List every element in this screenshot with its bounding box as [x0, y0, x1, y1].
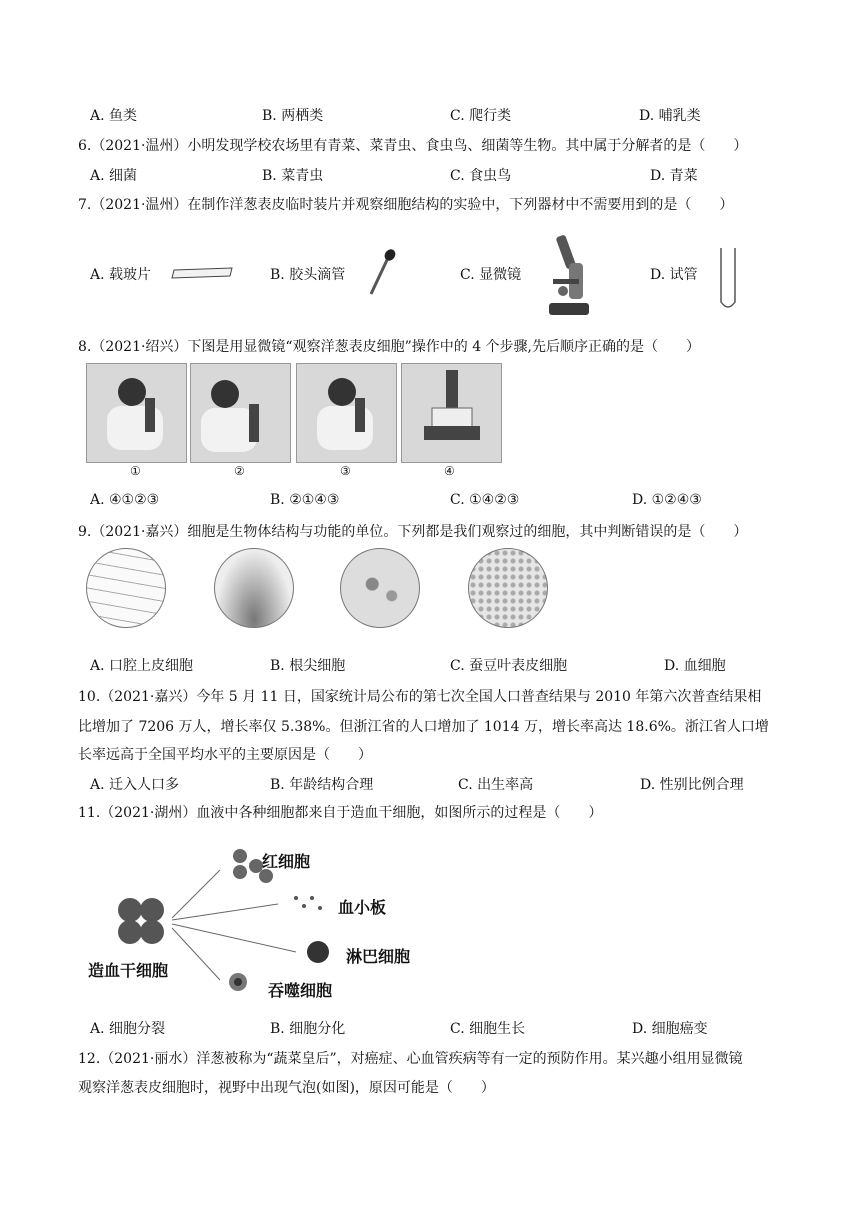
dropper-icon: [366, 248, 396, 298]
q11-option-a: A. 细胞分裂: [90, 1021, 166, 1037]
q10-option-b: B. 年龄结构合理: [270, 777, 374, 793]
q7-option-b: B. 胶头滴管: [270, 267, 346, 283]
q7-option-a: A. 载玻片: [90, 267, 152, 283]
q7-option-c: C. 显微镜: [460, 267, 522, 283]
platelet-label: 血小板: [338, 898, 387, 917]
q5-option-b: B. 两栖类: [262, 108, 324, 124]
q10-option-a: A. 迁入人口多: [90, 777, 180, 793]
q8-option-d: D. ①②④③: [632, 492, 702, 508]
step-photo-1: [86, 363, 187, 463]
q8-option-b: B. ②①④③: [270, 492, 340, 508]
q11-stem: 11.（2021·湖州）血液中各种细胞都来自于造血干细胞，如图所示的过程是（ ）: [78, 805, 603, 821]
q9-option-a: A. 口腔上皮细胞: [90, 658, 194, 674]
phagocyte-label: 吞噬细胞: [268, 981, 333, 1000]
q6-stem: 6.（2021·温州）小明发现学校农场里有青菜、菜青虫、食虫鸟、细菌等生物。其中属于分解者的是（ ）: [78, 138, 748, 154]
lymphocyte-label: 淋巴细胞: [346, 947, 411, 966]
step-caption-1: ①: [130, 464, 141, 478]
q8-option-a: A. ④①②③: [90, 492, 160, 508]
q9-option-c: C. 蚕豆叶表皮细胞: [450, 658, 568, 674]
cheek-cell-image: [86, 548, 166, 628]
blood-cell-image: [468, 548, 548, 628]
q9-stem: 9.（2021·嘉兴）细胞是生物体结构与功能的单位。下列都是我们观察过的细胞，其中判断错误的是（ ）: [78, 524, 748, 540]
q11-option-c: C. 细胞生长: [450, 1021, 526, 1037]
step-photo-4: [401, 363, 502, 463]
q10-stem-line-2: 比增加了 7206 万人，增长率仅 5.38%。但浙江省的人口增加了 1014 万，增长率高达 18.6%。浙江省人口增: [78, 719, 769, 735]
glass-slide-icon: [170, 266, 234, 280]
q5-option-c: C. 爬行类: [450, 108, 512, 124]
q9-option-d: D. 血细胞: [664, 658, 726, 674]
q9-option-b: B. 根尖细胞: [270, 658, 346, 674]
red-blood-cell-label: 红细胞: [262, 852, 311, 871]
step-caption-3: ③: [340, 464, 351, 478]
q6-option-a: A. 细菌: [90, 168, 138, 184]
q8-option-c: C. ①④②③: [450, 492, 520, 508]
q6-option-d: D. 青菜: [650, 168, 698, 184]
q5-option-d: D. 哺乳类: [639, 108, 701, 124]
q10-stem-line-3: 长率远高于全国平均水平的主要原因是（ ）: [78, 747, 372, 763]
q5-option-a: A. 鱼类: [90, 108, 138, 124]
q6-option-c: C. 食虫鸟: [450, 168, 512, 184]
step-photo-3: [296, 363, 397, 463]
q6-option-b: B. 菜青虫: [262, 168, 324, 184]
step-caption-2: ②: [234, 464, 245, 478]
q7-option-d: D. 试管: [650, 267, 698, 283]
step-caption-4: ④: [444, 464, 455, 478]
q10-stem-line-1: 10.（2021·嘉兴）今年 5 月 11 日，国家统计局公布的第七次全国人口普查结果与 2010 年第六次普查结果相: [78, 689, 762, 705]
root-tip-cell-image: [214, 548, 294, 628]
q12-stem-line-1: 12.（2021·丽水）洋葱被称为“蔬菜皇后”，对癌症、心血管疾病等有一定的预防作用。某兴趣小组用显微镜: [78, 1051, 743, 1067]
test-tube-icon: [716, 246, 740, 314]
q10-option-c: C. 出生率高: [458, 777, 534, 793]
microscope-icon: [543, 233, 593, 319]
stem-cell-label: 造血干细胞: [88, 961, 169, 980]
q11-option-b: B. 细胞分化: [270, 1021, 346, 1037]
q8-stem: 8.（2021·绍兴）下图是用显微镜“观察洋葱表皮细胞”操作中的 4 个步骤,先后顺序正确的是（ ）: [78, 339, 701, 355]
q7-stem: 7.（2021·温州）在制作洋葱表皮临时装片并观察细胞结构的实验中，下列器材中不需要用到的是（ ）: [78, 197, 734, 213]
q10-option-d: D. 性别比例合理: [640, 777, 744, 793]
q11-option-d: D. 细胞癌变: [632, 1021, 708, 1037]
step-photo-2: [190, 363, 291, 463]
q12-stem-line-2: 观察洋葱表皮细胞时，视野中出现气泡(如图)，原因可能是（ ）: [78, 1080, 495, 1096]
leaf-epidermis-cell-image: [340, 548, 420, 628]
